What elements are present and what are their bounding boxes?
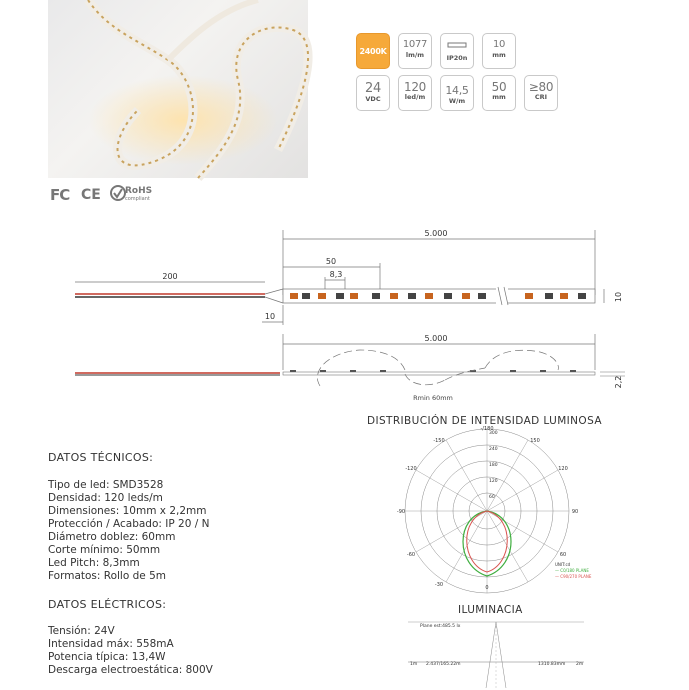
strip-top-view-drawing bbox=[0, 225, 689, 330]
elec-line-3: Descarga electroestática: 800V bbox=[48, 664, 213, 676]
ring-label-240: 240 bbox=[489, 447, 498, 452]
spec-power-value: 14,5 bbox=[445, 84, 469, 97]
angle-right-150: 150 bbox=[530, 438, 540, 444]
tech-line-6: Led Pitch: 8,3mm bbox=[48, 557, 140, 569]
spec-cct-value: 2400K bbox=[359, 47, 387, 56]
angle-right-60: 60 bbox=[559, 552, 567, 558]
spec-density-badge bbox=[398, 75, 432, 111]
angle-left-30: -30 bbox=[434, 582, 444, 588]
tech-line-3: Protección / Acabado: IP 20 / N bbox=[48, 518, 210, 530]
dim-width-label: 10 bbox=[614, 291, 623, 303]
spec-voltage-unit: VDC bbox=[365, 95, 381, 103]
illum-val1: 2.437/165.22m bbox=[426, 662, 461, 667]
angle-right-90: 90 bbox=[571, 509, 579, 515]
ring-label-180: 180 bbox=[489, 463, 498, 468]
spec-cct-badge bbox=[356, 33, 390, 69]
spec-cut-badge bbox=[482, 75, 516, 111]
dim-thickness-label: 2,2 bbox=[614, 375, 623, 389]
ce-logo: CE bbox=[81, 187, 101, 203]
dim-total-side-label: 5.000 bbox=[424, 334, 448, 343]
strip-side-view-drawing bbox=[0, 330, 689, 405]
polar-top-label: -/180 bbox=[480, 426, 494, 432]
rohs-check-icon bbox=[110, 183, 122, 205]
angle-left-120: -120 bbox=[405, 466, 417, 472]
spec-cri-unit: CRI bbox=[534, 93, 548, 101]
angle-left-150: -150 bbox=[433, 438, 445, 444]
ring-label-60: 60 bbox=[489, 495, 495, 500]
spec-cut-unit: mm bbox=[492, 93, 506, 101]
dim-cable-label: 200 bbox=[162, 272, 178, 281]
spec-width-badge bbox=[482, 33, 516, 69]
spec-ip-badge bbox=[440, 33, 474, 69]
polar-bottom-label: 0 bbox=[485, 585, 489, 591]
dim-pitch-label: 8,3 bbox=[329, 270, 343, 279]
elec-line-1: Intensidad máx: 558mA bbox=[48, 638, 174, 650]
tech-line-0: Tipo de led: SMD3528 bbox=[48, 479, 164, 491]
spec-voltage-badge bbox=[356, 75, 390, 111]
bend-radius-label: Rmin 60mm bbox=[413, 394, 453, 402]
tech-line-2: Dimensiones: 10mm x 2,2mm bbox=[48, 505, 207, 517]
ring-label-300: 300 bbox=[489, 431, 498, 436]
legend-c90: — C90/270 PLANE bbox=[555, 574, 592, 579]
polar-title: DISTRIBUCIÓN DE INTENSIDAD LUMINOSA bbox=[367, 415, 602, 427]
angle-right-120: 120 bbox=[558, 466, 568, 472]
spec-lumens-unit: lm/m bbox=[405, 51, 425, 59]
spec-lumens-value: 1077 bbox=[402, 39, 428, 50]
spec-ip-unit: IP20n bbox=[446, 54, 468, 62]
spec-density-value: 120 bbox=[403, 80, 426, 94]
dim-total-label: 5.000 bbox=[424, 229, 448, 238]
product-photo bbox=[48, 0, 308, 178]
tech-line-7: Formatos: Rollo de 5m bbox=[48, 570, 166, 582]
legend-c0: — C0/180 PLANE bbox=[555, 568, 589, 573]
fcc-logo: FC bbox=[50, 186, 70, 204]
rohs-label: RoHS bbox=[125, 186, 153, 196]
illum-title: ILUMINACIA bbox=[458, 604, 523, 616]
elec-line-2: Potencia típica: 13,4W bbox=[48, 651, 166, 663]
illum-left: 1m bbox=[410, 662, 418, 667]
illum-val2: 1310.83mm bbox=[538, 662, 566, 667]
led-strip-illustration bbox=[48, 0, 308, 178]
spec-power-badge bbox=[440, 75, 474, 111]
rohs-sub: compliant bbox=[125, 196, 150, 202]
tech-line-1: Densidad: 120 leds/m bbox=[48, 492, 163, 504]
tech-heading: DATOS TÉCNICOS: bbox=[48, 451, 154, 464]
angle-left-90: -90 bbox=[396, 509, 406, 515]
tech-line-5: Corte mínimo: 50mm bbox=[48, 544, 161, 556]
tech-line-4: Diámetro doblez: 60mm bbox=[48, 531, 176, 543]
illuminance-diagram bbox=[408, 618, 584, 690]
spec-cut-value: 50 bbox=[491, 80, 507, 94]
spec-width-unit: mm bbox=[492, 51, 506, 59]
spec-cri-badge bbox=[524, 75, 558, 111]
spec-density-unit: led/m bbox=[404, 93, 426, 101]
polar-intensity-chart bbox=[395, 426, 592, 596]
spec-lumens-badge bbox=[398, 33, 432, 69]
angle-left-60: -60 bbox=[406, 552, 416, 558]
ip-rating-icon bbox=[447, 40, 467, 50]
spec-cri-value: ≥80 bbox=[528, 80, 554, 94]
ring-label-120: 120 bbox=[489, 479, 498, 484]
dim-segment-label: 50 bbox=[325, 257, 337, 266]
spec-voltage-value: 24 bbox=[365, 81, 381, 96]
spec-width-value: 10 bbox=[492, 39, 506, 50]
dim-offset-label: 10 bbox=[264, 312, 276, 321]
elec-line-0: Tensión: 24V bbox=[48, 625, 115, 637]
spec-power-unit: W/m bbox=[448, 97, 466, 105]
elec-heading: DATOS ELÉCTRICOS: bbox=[48, 598, 167, 611]
legend-unit: UNIT:cd bbox=[555, 562, 571, 567]
illum-head: Plane est:485.5 lx bbox=[420, 624, 461, 629]
illum-right: 2m bbox=[576, 662, 584, 667]
